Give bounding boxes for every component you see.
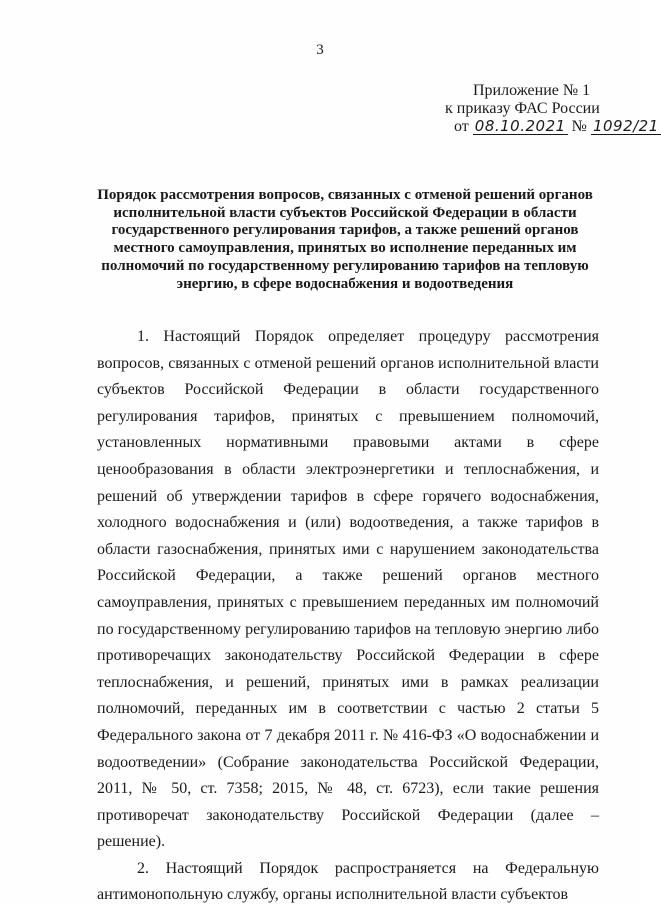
paragraph-2: 2. Настоящий Порядок распространяется на Федеральную антимонопольную службу, органы исполнительной власти субъектов (97, 859, 599, 904)
handwritten-date: 08.10.2021 (474, 117, 566, 135)
paragraph-1: 1. Настоящий Порядок определяет процедуру рассмотрения вопросов, связанных с отменой решений органов исполнительной власти субъектов Российской Федерации в области государственного регулирования тарифов, принятых с превышением полномочий, установленных нормативными правовыми актами в сфере ценообразования в области электроэнергетики и теплоснабжения, и решений об утверждении тарифов в сфере горячего водоснабжения, холодного водоснабжения и (или) водоотведения, а также тарифов в области газоснабжения, принятых ими с нарушением законодательства Российской Федерации, а также решений органов местного самоуправления, принятых с превышением переданных им полномочий по государственному регулированию тарифов на тепловую энергию либо противоречащих законодательству Российской Федерации в сфере теплоснабжения, и решений, принятых ими в рамках реализации полномочий, переданных им в соответствии с частью 2 статьи 5 Федерального закона от 7 декабря 2011 г. № 416-ФЗ «О водоснабжении и водоотведении» (Собрание законодательства Российской Федерации, 2011, № 50, ст. 7358; 2015, № 48, ст. 6723), если такие решения противоречат законодательству Российской Федерации (далее – решение). (97, 328, 599, 851)
appendix-order-ref: к приказу ФАС России (445, 100, 600, 117)
number-label: № (571, 118, 587, 135)
document-title: Порядок рассмотрения вопросов, связанных с отменой решений органов исполнительной власти субъектов Российской Федерации в области государственного регулирования тарифов, а также решений органов местного самоуправления, принятых во исполнение переданных им полномочий по государственному регулированию тарифов на тепловую энергию, в сфере водоснабжения и водоотведения (97, 187, 593, 292)
from-label: от (454, 118, 469, 135)
appendix-date-number-line (420, 117, 659, 136)
appendix-header (420, 82, 659, 136)
document-body (97, 324, 599, 909)
handwritten-number: 1092/21 (592, 117, 659, 135)
page-number: 3 (316, 42, 324, 58)
appendix-title: Приложение № 1 (473, 82, 591, 99)
